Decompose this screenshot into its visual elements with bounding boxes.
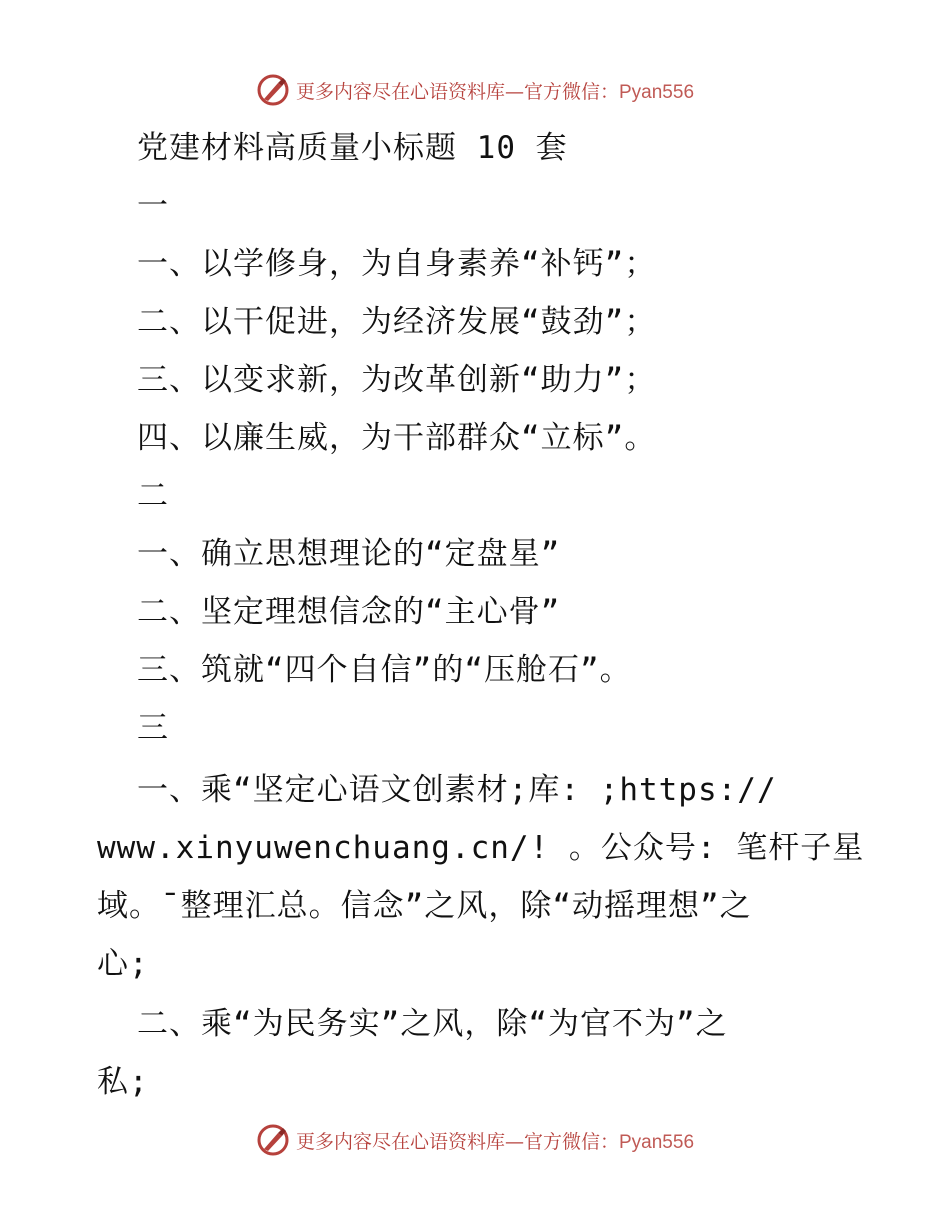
watermark-text: 更多内容尽在心语资料库—官方微信： [295, 1130, 619, 1153]
text-line: 心; [97, 946, 149, 982]
text-line: 二、乘“为民务实”之风，除“为官不为”之 [137, 1006, 728, 1042]
brush-logo-icon [256, 73, 290, 107]
watermark-id: Pyan556 [619, 1131, 695, 1153]
watermark-id: Pyan556 [619, 81, 695, 103]
section-heading-2: 二 [137, 478, 169, 514]
text-line: 三、以变求新，为改革创新“助力”； [137, 362, 657, 398]
text-line: 域。¯整理汇总。信念”之风，除“动摇理想”之 [97, 888, 752, 924]
watermark-text: 更多内容尽在心语资料库—官方微信： [295, 80, 619, 103]
text-line: 三、筑就“四个自信”的“压舱石”。 [137, 652, 632, 688]
text-line: 一、确立思想理论的“定盘星” [137, 536, 561, 572]
footer-watermark [0, 1120, 950, 1160]
text-line: 一、乘“坚定心语文创素材;库: ;https:// [137, 772, 777, 808]
header-watermark [0, 70, 950, 110]
text-line: 二、坚定理想信念的“主心骨” [137, 594, 561, 630]
text-line: www.xinyuwenchuang.cn/! 。公众号: 笔杆子星 [97, 830, 865, 866]
text-line: 私; [97, 1064, 149, 1100]
document-title: 党建材料高质量小标题 10 套 [137, 130, 568, 166]
text-line: 四、以廉生威，为干部群众“立标”。 [137, 420, 657, 456]
section-heading-3: 三 [137, 710, 169, 746]
brush-logo-icon [256, 1123, 290, 1157]
section-heading-1: 一 [137, 188, 169, 224]
text-line: 一、以学修身，为自身素养“补钙”； [137, 246, 657, 282]
text-line: 二、以干促进，为经济发展“鼓劲”； [137, 304, 657, 340]
